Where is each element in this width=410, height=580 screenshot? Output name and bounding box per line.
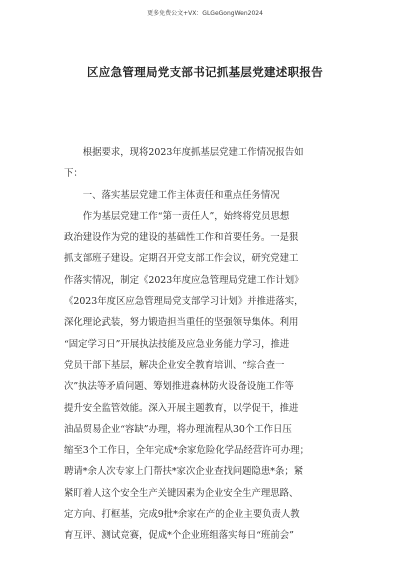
- body-line: 提升安全监管效能。深入开展主题教育，以学促干，推进: [64, 402, 299, 414]
- body-line: 育互评、测试竞赛，促成*个企业班组落实每日“班前会”: [64, 530, 294, 542]
- body-line: 《2023年度区应急管理局党支部学习计划》并推进落实，: [64, 296, 304, 308]
- body-line: 紧盯着人这个安全生产关键因素为企业安全生产理思路、: [64, 487, 299, 499]
- header-note: 更多免费公文+VX：GLGeGongWen2024: [147, 10, 263, 17]
- body-line: 作为基层党建工作“第一责任人”，始终将党员思想: [82, 210, 290, 222]
- body-line: “固定学习日”开展执法技能及应急业务能力学习，推进: [64, 338, 290, 350]
- section-heading-1: 一、落实基层党建工作主体责任和重点任务情况: [82, 189, 280, 201]
- body-line: 作落实情况，制定《2023年度应急管理局党建工作计划》: [64, 274, 304, 286]
- body-line: 缩至3个工作日，全年完成*余家危险化学品经营许可办理；: [64, 445, 310, 457]
- body-line: 聘请*余人次专家上门帮扶*家次企业查找问题隐患*条；紧: [64, 466, 304, 478]
- body-line: 深化理论武装，努力锻造担当重任的坚强领导集体。利用: [64, 317, 299, 329]
- body-line: 次”执法等矛盾问题、筹划推进森林防火设备设施工作等: [64, 381, 294, 393]
- body-line: 油品贸易企业“容缺”办理，将办理流程从30个工作日压: [64, 423, 292, 435]
- document-body: [64, 142, 346, 547]
- document-title: 区应急管理局党支部书记抓基层党建述职报告: [87, 65, 323, 79]
- body-line: 党员干部下基层，解决企业安全教育培训、“综合查一: [64, 359, 285, 371]
- paragraph-intro-line-1: 根据要求，现将2023年度抓基层党建工作情况报告如: [82, 147, 304, 158]
- body-line: 定方向、打框基，完成9批*余家在产的企业主要负责人教: [64, 509, 300, 521]
- paragraph-intro-line-2: 下：: [64, 168, 83, 180]
- body-line: 抓支部班子建设。定期召开党支部工作会议，研究党建工: [64, 253, 299, 265]
- body-line: 政治建设作为党的建设的基础性工作和首要任务。一是狠: [64, 232, 299, 244]
